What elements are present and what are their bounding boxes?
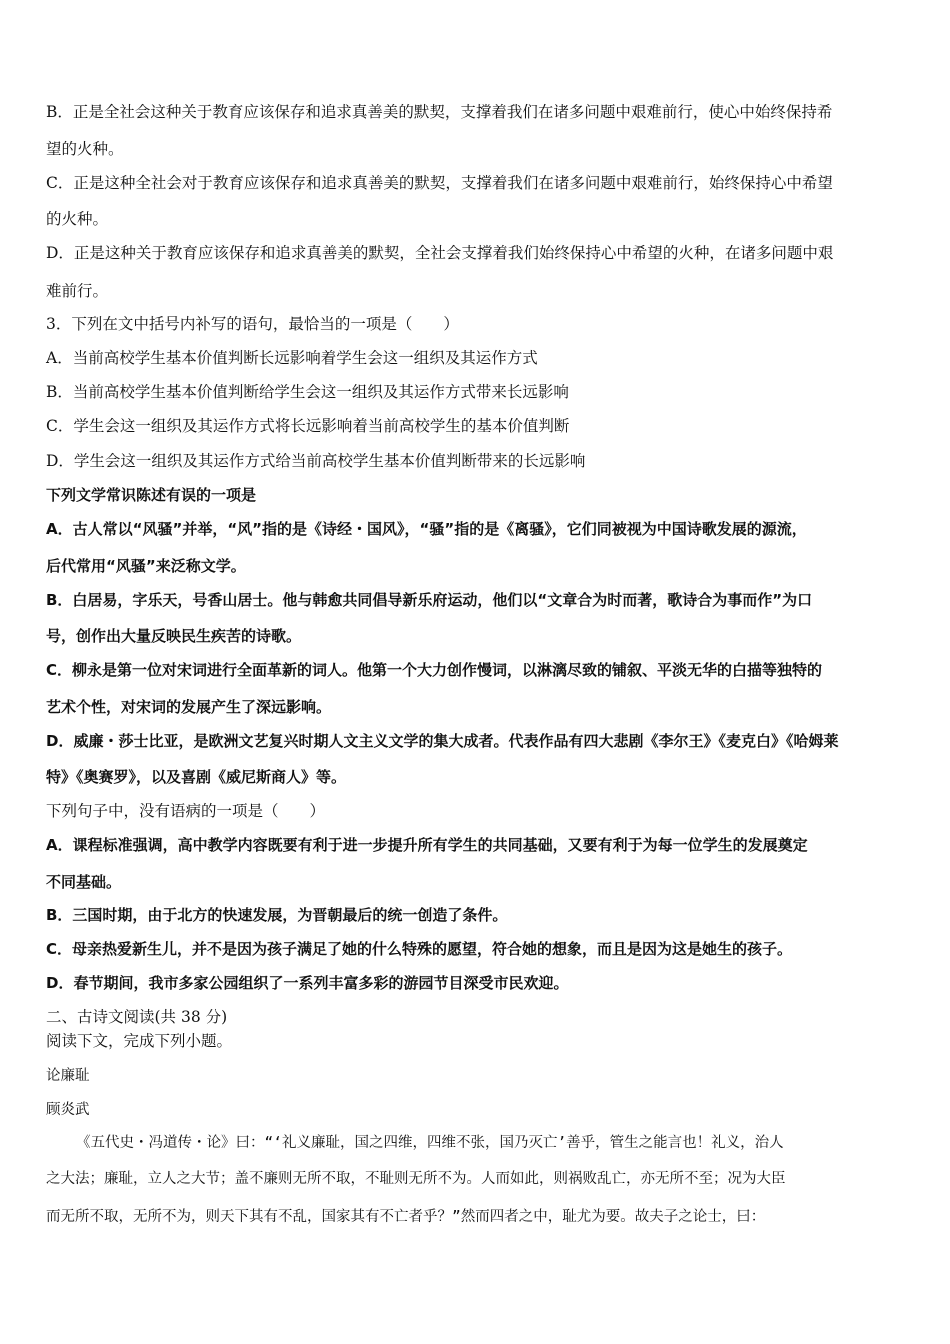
q3-option-d: D．学生会这一组织及其运作方式给当前高校学生基本价值判断带来的长远影响 <box>46 452 586 470</box>
lit-option-d-line-1: D．威廉・莎士比亚，是欧洲文艺复兴时期人文主义文学的集大成者。代表作品有四大悲剧《李尔王》《麦克白》《哈姆莱 <box>46 732 839 750</box>
gram-option-b: B．三国时期，由于北方的快速发展，为晋朝最后的统一创造了条件。 <box>46 906 508 924</box>
lit-option-c-line-1: C．柳永是第一位对宋词进行全面革新的词人。他第一个大力创作慢词，以淋漓尽致的铺叙、平淡无华的白描等独特的 <box>46 661 823 679</box>
option-c-line-1: C．正是这种全社会对于教育应该保存和追求真善美的默契，支撑着我们在诸多问题中艰难前行，始终保持心中希望 <box>46 174 833 192</box>
q3-option-b: B．当前高校学生基本价值判断给学生会这一组织及其运作方式带来长远影响 <box>46 383 569 401</box>
lit-option-c-line-2: 艺术个性，对宋词的发展产生了深远影响。 <box>46 698 332 716</box>
passage-title: 论廉耻 <box>46 1068 90 1084</box>
gram-option-d: D．春节期间，我市多家公园组织了一系列丰富多彩的游园节目深受市民欢迎。 <box>46 974 569 992</box>
passage-line-2: 之大法；廉耻，立人之大节；盖不廉则无所不取，不耻则无所不为。人而如此，则祸败乱亡，亦无所不至；况为大臣 <box>46 1171 786 1187</box>
gram-option-a-line-2: 不同基础。 <box>46 873 122 891</box>
q3-option-c: C．学生会这一组织及其运作方式将长远影响着当前高校学生的基本价值判断 <box>46 417 570 435</box>
section-heading: 二、古诗文阅读(共 38 分) <box>46 1008 228 1026</box>
lit-option-d-line-2: 特》《奥赛罗》，以及喜剧《威尼斯商人》等。 <box>46 768 347 786</box>
reading-instruction: 阅读下文，完成下列小题。 <box>46 1032 233 1050</box>
gram-option-a-line-1: A．课程标准强调，高中教学内容既要有利于进一步提升所有学生的共同基础，又要有利于为每一位学生的发展奠定 <box>46 836 808 854</box>
lit-option-a-line-1: A．古人常以“风骚”并举，“风”指的是《诗经・国风》，“骚”指的是《离骚》，它们同被视为中国诗歌发展的源流， <box>46 520 807 538</box>
gram-option-c: C．母亲热爱新生儿，并不是因为孩子满足了她的什么特殊的愿望，符合她的想象，而且是因为这是她生的孩子。 <box>46 940 793 958</box>
question-3: 3．下列在文中括号内补写的语句，最恰当的一项是（ ） <box>46 315 459 333</box>
grammar-question: 下列句子中，没有语病的一项是（ ） <box>46 802 326 820</box>
passage-line-3: 而无所不取，无所不为，则天下其有不乱，国家其有不亡者乎？”然而四者之中，耻尤为要。故夫子之论士，曰： <box>46 1209 766 1225</box>
passage-line-1: 《五代史・冯道传・论》曰：“‘礼义廉耻，国之四维，四维不张，国乃灭亡’善乎，管生之能言也！礼义，治人 <box>76 1135 784 1151</box>
option-b-line-2: 望的火种。 <box>46 140 124 158</box>
lit-option-a-line-2: 后代常用“风骚”来泛称文学。 <box>46 557 246 575</box>
passage-author: 顾炎武 <box>46 1102 90 1118</box>
option-c-line-2: 的火种。 <box>46 210 109 228</box>
lit-option-b-line-1: B．白居易，字乐天，号香山居士。他与韩愈共同倡导新乐府运动，他们以“文章合为时而著，歌诗合为事而作”为口 <box>46 591 813 609</box>
q3-option-a: A．当前高校学生基本价值判断长远影响着学生会这一组织及其运作方式 <box>46 349 538 367</box>
option-d-line-2: 难前行。 <box>46 282 109 300</box>
lit-option-b-line-2: 号，创作出大量反映民生疾苦的诗歌。 <box>46 627 302 645</box>
literature-question: 下列文学常识陈述有误的一项是 <box>46 486 257 504</box>
option-b-line-1: B．正是全社会这种关于教育应该保存和追求真善美的默契，支撑着我们在诸多问题中艰难前行，使心中始终保持希 <box>46 103 833 121</box>
option-d-line-1: D．正是这种关于教育应该保存和追求真善美的默契，全社会支撑着我们始终保持心中希望的火种，在诸多问题中艰 <box>46 244 834 262</box>
